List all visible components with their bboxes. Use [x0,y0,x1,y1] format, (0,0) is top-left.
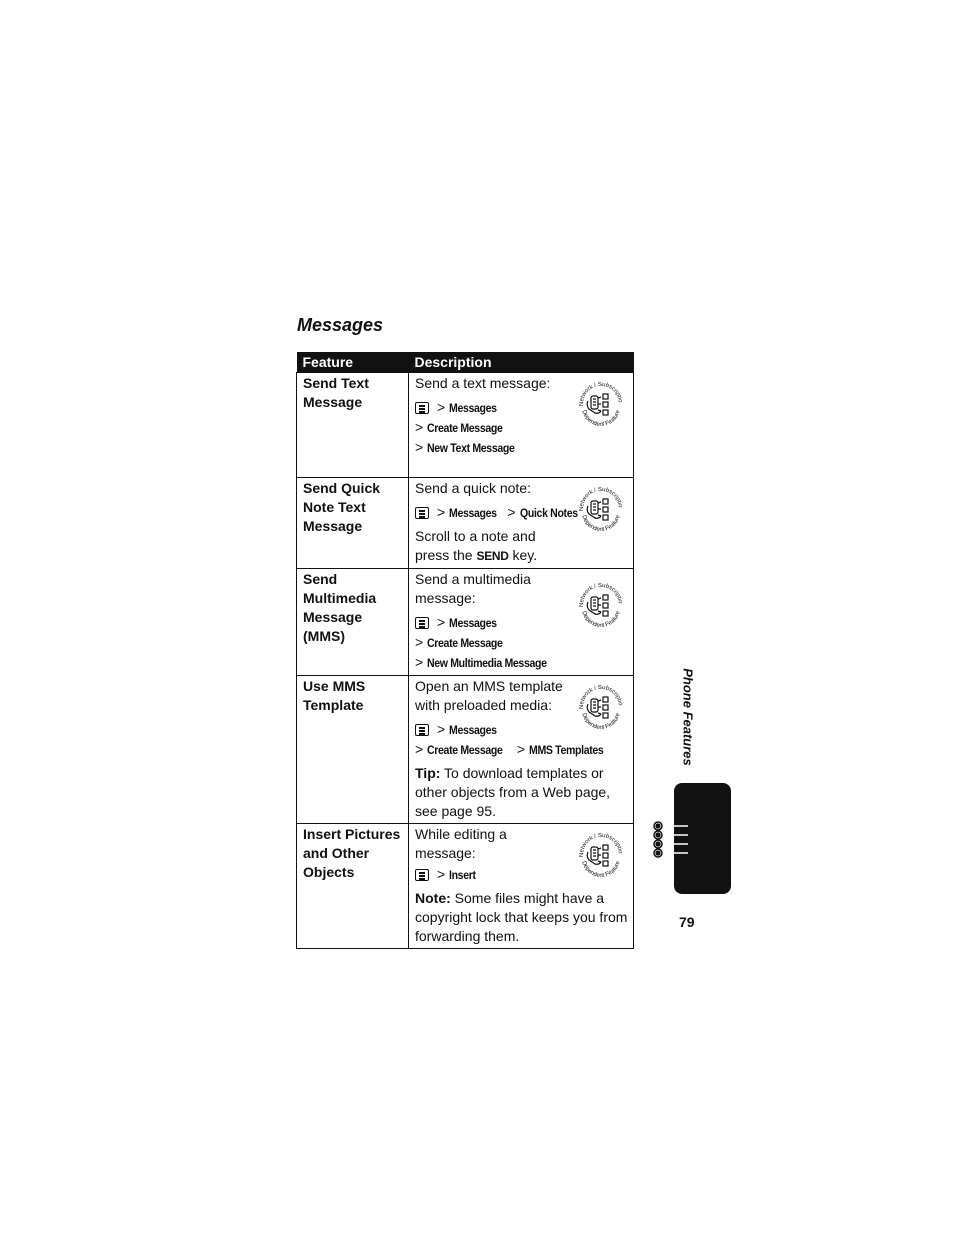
menu-item: Insert [449,868,476,882]
menu-path: > Create Message [415,418,628,438]
network-subscription-dependent-feature-icon [576,828,626,878]
feature-description [409,478,634,569]
network-subscription-dependent-feature-icon [576,482,626,532]
header-description: Description [409,352,634,373]
send-key-label: SEND [476,549,509,563]
menu-item: Messages [449,723,497,737]
description-intro: Send a text message: [415,375,551,391]
menu-key-icon [415,617,429,629]
section-side-label: Phone Features [680,668,696,766]
feature-name: Insert Pictures and Other Objects [297,824,409,949]
feature-name: Send Multimedia Message (MMS) [297,569,409,676]
instruction-text: Scroll to a note and press the SEND key. [415,528,538,563]
menu-path: > Create Message [415,633,628,653]
note-label: Note: [415,890,451,906]
feature-description [409,373,634,478]
menu-key-icon [415,402,429,414]
menu-item: Messages [449,616,497,630]
menu-item: New Text Message [427,441,515,455]
description-intro: Send a multimedia message: [415,571,531,606]
menu-item: Messages [449,401,497,415]
description-intro: Open an MMS template with preloaded media: [415,678,563,713]
tip-text: Tip: To download templates or other objects from a Web page, see page 95. [415,765,611,819]
table-row [297,569,634,676]
menu-key-icon [415,507,429,519]
menu-item: Messages [449,506,497,520]
table-row [297,676,634,824]
network-subscription-dependent-feature-icon [576,578,626,628]
network-subscription-dependent-feature-icon [576,680,626,730]
table-row [297,478,634,569]
menu-path: > Messages [415,720,628,740]
menu-item: New Multimedia Message [427,656,547,670]
table-row [297,373,634,478]
menu-path: > Messages [415,398,628,418]
table-row [297,824,634,949]
menu-path: > Messages > Quick Notes [415,503,628,523]
menu-path: > Create Message > MMS Templates [415,740,628,760]
note-text: Note: Some files might have a copyright lock that keeps you from forwarding them. [415,890,628,944]
tip-label: Tip: [415,765,441,781]
menu-item: MMS Templates [529,743,604,757]
page-title: Messages [297,315,384,335]
network-subscription-dependent-feature-icon [576,377,626,427]
header-feature: Feature [297,352,409,373]
menu-key-icon [415,724,429,736]
description-intro: Send a quick note: [415,480,531,496]
menu-path: > Messages [415,613,628,633]
feature-description [409,824,634,949]
menu-item: Create Message [427,421,503,435]
menu-path: > Insert [415,865,628,885]
menu-item: Create Message [427,743,503,757]
menu-key-icon [415,869,429,881]
feature-name: Send Text Message [297,373,409,478]
feature-description [409,569,634,676]
menu-item: Quick Notes [519,506,578,520]
feature-description [409,676,634,824]
table-header-row [297,352,634,373]
feature-name: Use MMS Template [297,676,409,824]
page-number: 79 [679,914,695,930]
description-intro: While editing a message: [415,826,507,861]
menu-path: > New Multimedia Message [415,653,628,673]
menu-path: > New Text Message [415,438,628,458]
features-table [296,352,634,949]
menu-item: Create Message [427,636,503,650]
feature-name: Send Quick Note Text Message [297,478,409,569]
phone-features-tab-icon [652,818,694,860]
